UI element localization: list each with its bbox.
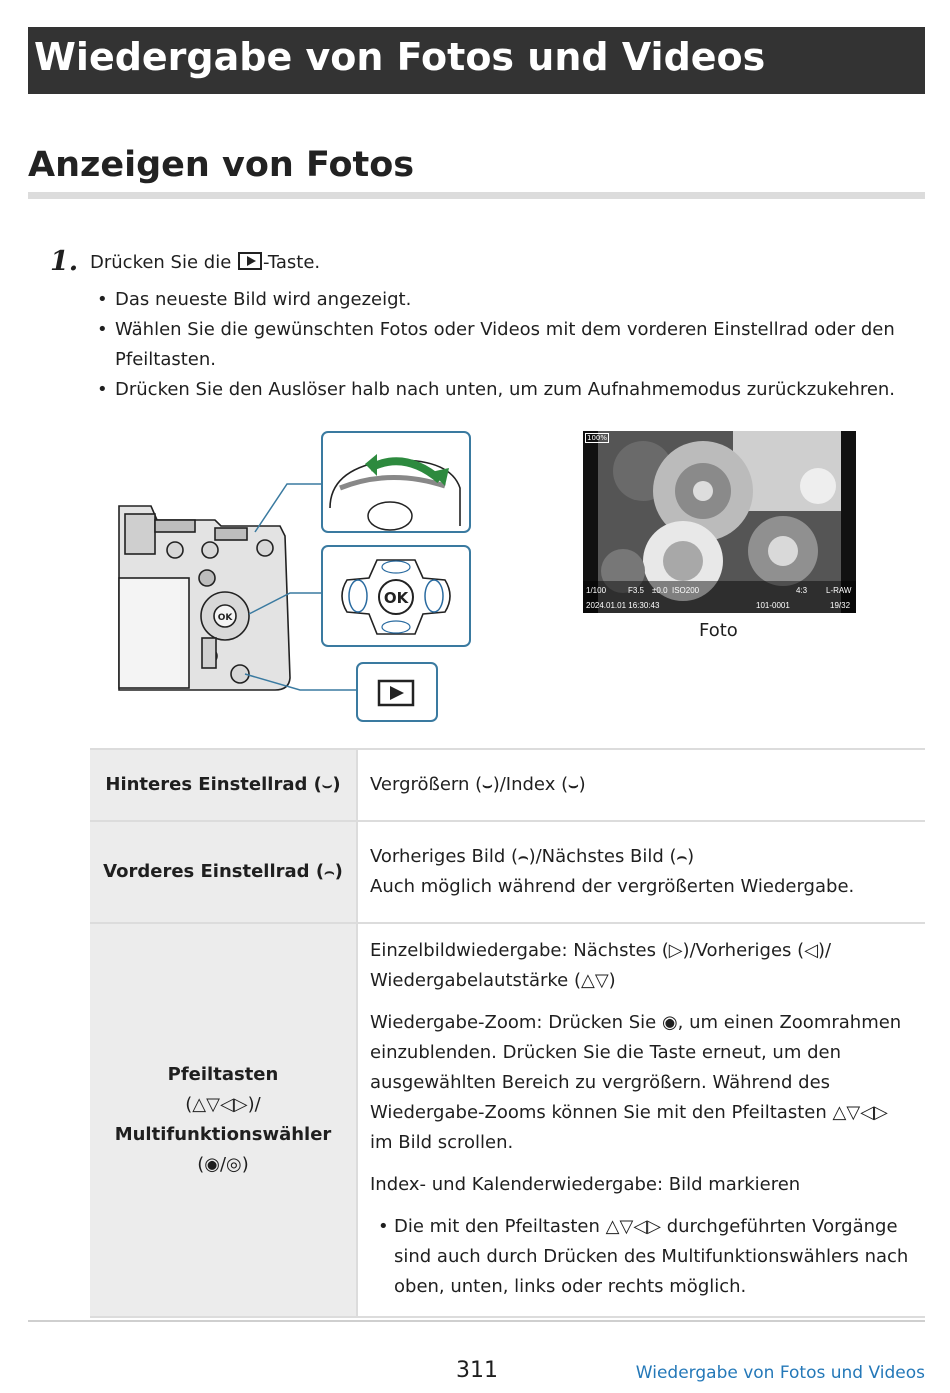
camera-illustration [115, 428, 480, 728]
control-name [90, 821, 357, 923]
file-number: 101-0001 [756, 601, 790, 610]
control-label: (△▽◁▷)/ [185, 1094, 261, 1115]
camera-body [119, 506, 290, 690]
rear-dial-zoom-icon: ⌣ [482, 775, 493, 794]
screen-info-row-2 [586, 601, 853, 610]
function-bullet: • Die mit den Pfeiltasten △▽◁▷ durchgeführten Vorgänge sind auch durch Drücken des Multifunktionswählers nach oben, unten, links oder rechts möglich. [370, 1212, 913, 1302]
control-label-close: ) [332, 774, 341, 795]
aperture-value: F3.5 [628, 586, 645, 595]
iso-value: ISO200 [672, 586, 700, 595]
bullet-item: • Wählen Sie die gewünschten Fotos oder Videos mit dem vorderen Einstellrad oder den Pfeiltasten. [97, 315, 897, 375]
aspect-ratio: 4:3 [796, 586, 808, 595]
front-dial-prev-icon: ⌢ [518, 847, 529, 866]
control-label: Vorderes Einstellrad ( [103, 861, 325, 882]
section-divider [28, 192, 925, 199]
control-function [357, 923, 925, 1317]
front-dial-closeup [322, 432, 470, 532]
footer-divider [28, 1320, 925, 1322]
frame-counter: 19/32 [830, 601, 851, 610]
function-text: )/Nächstes Bild ( [528, 846, 677, 867]
step-text-after: -Taste. [263, 252, 321, 273]
chapter-title-bar [28, 27, 925, 94]
step-number: 1. [50, 246, 79, 277]
table-row [90, 923, 925, 1317]
playback-button-icon [238, 252, 262, 270]
page-number: 311 [456, 1358, 498, 1383]
step-instruction [90, 252, 320, 273]
function-text: Vorheriges Bild ( [370, 846, 519, 867]
rear-dial-icon: ⌣ [321, 775, 333, 794]
chapter-title: Wiedergabe von Fotos und Videos [34, 35, 766, 79]
photo-caption: Foto [699, 620, 738, 641]
control-label: Hinteres Einstellrad ( [105, 774, 322, 795]
step-bullets [97, 285, 897, 405]
function-text: )/Index ( [492, 774, 569, 795]
closeup-ok-label: OK [383, 589, 409, 607]
front-dial-next-icon: ⌢ [676, 847, 688, 866]
capture-datetime: 2024.01.01 16:30:43 [586, 601, 660, 610]
rear-dial-index-icon: ⌣ [568, 775, 579, 794]
function-text: ) [687, 846, 695, 867]
step-text-before: Drücken Sie die [90, 252, 237, 273]
function-paragraph: Index- und Kalenderwiedergabe: Bild markieren [370, 1174, 801, 1195]
battery-indicator: 100% [587, 434, 608, 442]
control-function [357, 821, 925, 923]
function-text: ) [578, 774, 586, 795]
section-title: Anzeigen von Fotos [28, 145, 415, 185]
arrow-pad-closeup [322, 546, 470, 646]
exposure-value: ±0.0 [652, 586, 668, 595]
function-paragraph: Einzelbildwiedergabe: Nächstes (▷)/Vorheriges (◁)/ Wiedergabelautstärke (△▽) [370, 940, 832, 991]
front-dial-icon: ⌢ [324, 862, 335, 881]
chapter-link[interactable]: Wiedergabe von Fotos und Videos [635, 1363, 925, 1383]
control-label: Pfeiltasten [167, 1064, 279, 1085]
image-quality: L-RAW [826, 586, 852, 595]
function-text: Vergrößern ( [370, 774, 483, 795]
bullet-item: • Das neueste Bild wird angezeigt. [97, 285, 897, 315]
table-row [90, 749, 925, 821]
function-line: Auch möglich während der vergrößerten Wiedergabe. [370, 876, 855, 897]
control-function [357, 749, 925, 821]
bullet-item: • Drücken Sie den Auslöser halb nach unten, um zum Aufnahmemodus zurückzukehren. [97, 375, 897, 405]
function-line [370, 842, 913, 872]
control-label-close: ) [334, 861, 343, 882]
control-name [90, 749, 357, 821]
camera-ok-label: OK [217, 613, 233, 623]
function-paragraph: Wiedergabe-Zoom: Drücken Sie ◉, um einen Zoomrahmen einzublenden. Drücken Sie die Taste erneut, um den ausgewählten Bereich zu vergrößern. Während des Wiedergabe-Zooms können Sie mit den Pfeiltasten △▽◁▷ im Bild scrollen. [370, 1012, 902, 1153]
table-row [90, 821, 925, 923]
controls-table [90, 748, 925, 1318]
control-name [90, 923, 357, 1317]
control-label: Multifunktionswähler [114, 1124, 332, 1145]
screen-info-row-1 [586, 586, 853, 595]
shutter-speed: 1/100 [586, 586, 607, 595]
playback-button-closeup [357, 663, 437, 721]
control-label: (◉/◎) [197, 1154, 249, 1175]
photo-display [583, 431, 856, 613]
